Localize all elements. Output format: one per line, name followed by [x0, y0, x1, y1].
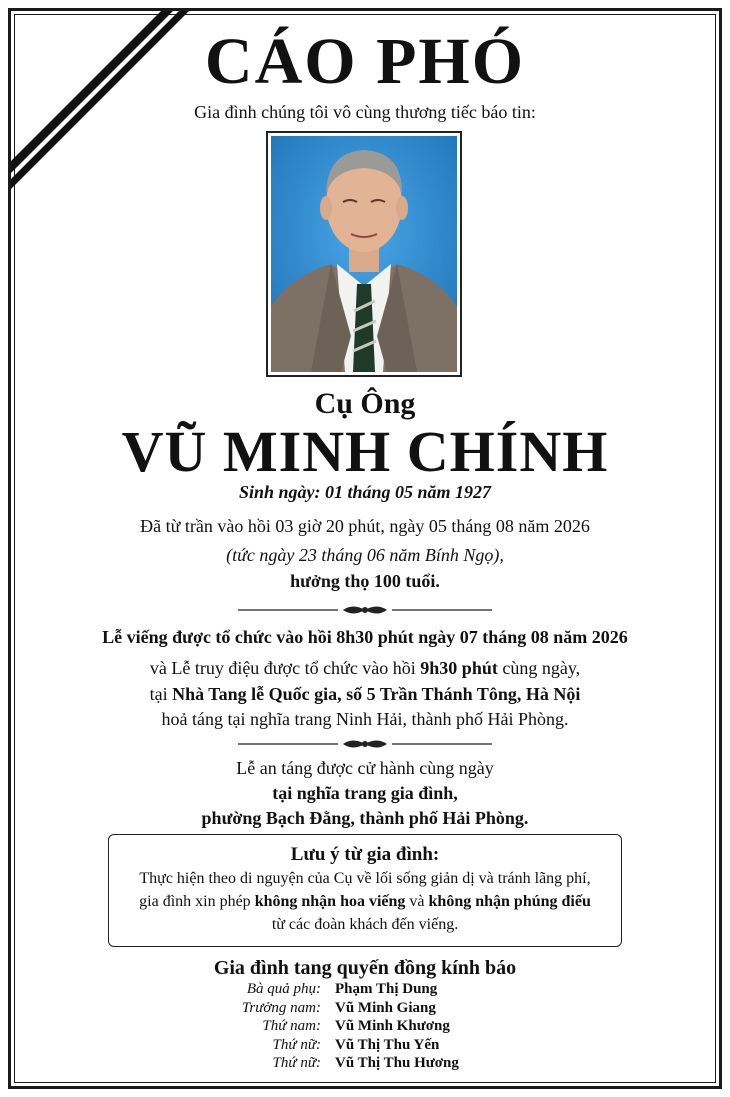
birth-date: Sinh ngày: 01 tháng 05 năm 1927 [238, 482, 492, 502]
burial-line: Lễ an táng được cử hành cùng ngày [236, 758, 494, 778]
family-member-row: Bà quả phụ: Phạm Thị Dung [246, 981, 438, 997]
portrait-photo [266, 131, 462, 377]
intro-text: Gia đình chúng tôi vô cùng thương tiếc báo tin: [194, 102, 536, 122]
family-member-row: Trưởng nam: Vũ Minh Giang [241, 999, 436, 1016]
family-members-list [200, 980, 560, 1073]
viewing-line: Lễ viếng được tổ chức vào hồi 8h30 phút ngày 07 tháng 08 năm 2026 [102, 627, 628, 647]
burial-address: phường Bạch Đằng, thành phố Hải Phòng. [201, 808, 529, 828]
note-line-1: Thực hiện theo di nguyện của Cụ về lối sống giản dị và tránh lãng phí, [139, 870, 591, 887]
family-member-row: Thứ nữ: Vũ Thị Thu Hương [272, 1055, 459, 1071]
family-member-row: Thứ nam: Vũ Minh Khương [262, 1018, 450, 1034]
death-date: Đã từ trần vào hồi 03 giờ 20 phút, ngày 05 tháng 08 năm 2026 [140, 516, 590, 536]
family-member-row: Thứ nữ: Vũ Thị Thu Yến [272, 1036, 440, 1053]
ornament-divider-bottom [238, 737, 492, 751]
ornament-divider-top [238, 603, 492, 617]
honorific: Cụ Ông [314, 387, 416, 420]
age-line: hưởng thọ 100 tuổi. [290, 571, 440, 591]
venue-line: tại Nhà Tang lễ Quốc gia, số 5 Trần Thánh Tông, Hà Nội [149, 684, 581, 704]
family-note-box [108, 834, 622, 947]
note-line-3: từ các đoàn khách đến viếng. [271, 916, 459, 933]
burial-place: tại nghĩa trang gia đình, [272, 783, 458, 803]
note-title: Lưu ý từ gia đình: [290, 844, 440, 865]
note-line-2: gia đình xin phép không nhận hoa viếng và không nhận phúng điếu [139, 893, 591, 910]
cremation-line: hoả táng tại nghĩa trang Ninh Hải, thành phố Hải Phòng. [161, 709, 569, 729]
family-title: Gia đình tang quyến đồng kính báo [213, 957, 517, 979]
deceased-name: VŨ MINH CHÍNH [121, 419, 609, 484]
lunar-date: (tức ngày 23 tháng 06 năm Bính Ngọ), [226, 545, 504, 565]
page-title: CÁO PHÓ [204, 25, 526, 98]
memorial-line: và Lễ truy điệu được tổ chức vào hồi 9h30 phút cùng ngày, [149, 658, 581, 678]
